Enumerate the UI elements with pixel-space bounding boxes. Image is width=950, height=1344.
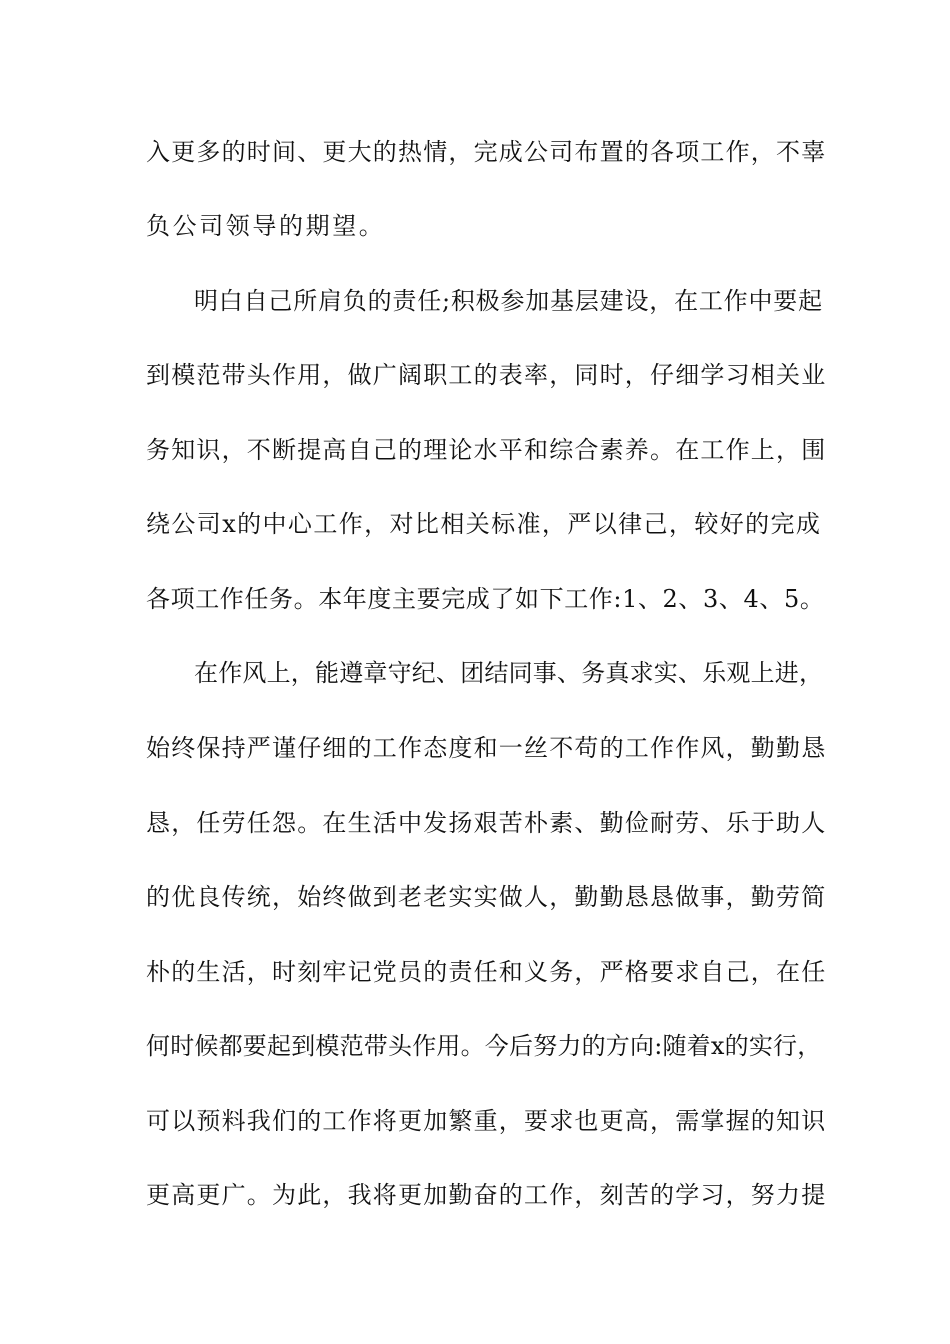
text-line: 的优良传统，始终做到老老实实做人，勤勤恳恳做事，勤劳简 [146, 883, 827, 911]
text-line: 何时候都要起到模范带头作用。今后努力的方向:随着x的实行， [146, 1032, 822, 1060]
text-line: 始终保持严谨仔细的工作态度和一丝不苟的工作作风，勤勤恳 [146, 734, 827, 762]
paragraph-start-line: 在作风上，能遵章守纪、团结同事、务真求实、乐观上进， [194, 659, 824, 687]
text-line: 各项工作任务。本年度主要完成了如下工作:1、2、3、4、5。 [146, 585, 825, 613]
text-line: 更高更广。为此，我将更加勤奋的工作，刻苦的学习，努力提 [146, 1181, 827, 1209]
text-line: 恳，任劳任怨。在生活中发扬艰苦朴素、勤俭耐劳、乐于助人 [146, 809, 827, 837]
text-line: 可以预料我们的工作将更加繁重，要求也更高，需掌握的知识 [146, 1107, 827, 1135]
text-line: 绕公司x的中心工作，对比相关标准，严以律己，较好的完成 [146, 510, 822, 538]
text-line: 务知识，不断提高自己的理论水平和综合素养。在工作上，围 [146, 436, 827, 464]
text-line: 入更多的时间、更大的热情，完成公司布置的各项工作，不辜 [146, 138, 827, 166]
text-line: 朴的生活，时刻牢记党员的责任和义务，严格要求自己，在任 [146, 958, 827, 986]
text-line: 负公司领导的期望。 [146, 212, 386, 240]
paragraph-start-line: 明白自己所肩负的责任;积极参加基层建设，在工作中要起 [194, 287, 823, 315]
text-line: 到模范带头作用，做广阔职工的表率，同时，仔细学习相关业 [146, 361, 827, 389]
